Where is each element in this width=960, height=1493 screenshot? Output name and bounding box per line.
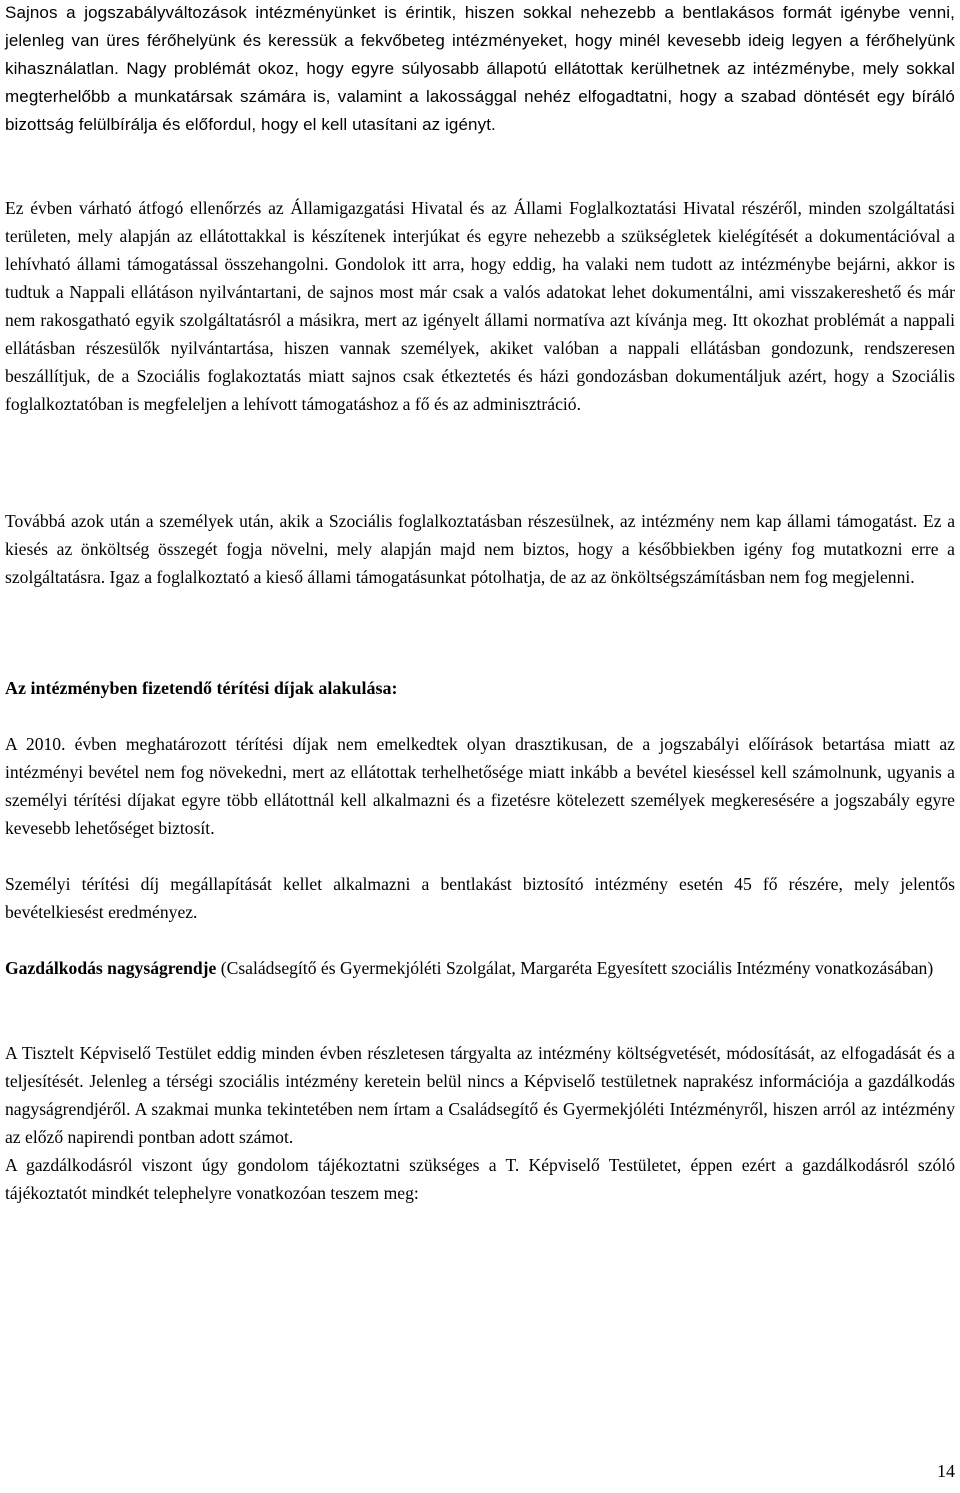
paragraph-management-scale — [5, 954, 955, 982]
paragraph-state-support: Továbbá azok után a személyek után, akik a Szociális foglalkoztatásban részesülnek, az intézmény nem kap állami támogatást. Ez a kiesés az önköltség összegét fogja növelni, mely alapján majd nem biztos, hogy a későbbiekben igény fog mutatkozni erre a szolgáltatásra. Igaz a foglalkoztató a kieső állami támogatásunkat pótolhatja, de az az önköltségszámításban nem fog megjelenni. — [5, 511, 955, 587]
paragraph-inspection: Ez évben várható átfogó ellenőrzés az Államigazgatási Hivatal és az Állami Foglalkoztatási Hivatal részéről, minden szolgáltatási területen, mely alapján az ellátottakkal is készítenek interjúkat és egyre nehezebb a szükségletek kielégítését a dokumentációval a lehívható állami támogatással összehangolni. Gondolok itt arra, hogy eddig, ha valaki nem tudott az intézménybe bejárni, akkor is tudtuk a Nappali ellátáson nyilvántartani, de sajnos most már csak a valós adatokat lehet dokumentálni, ami visszakereshető és már nem rakosgatható egyik szolgáltatásról a másikra, mert az igényelt állami normatíva azt kívánja meg. Itt okozhat problémát a nappali ellátásban részesülők nyilvántartása, hiszen vannak személyek, akiket valóban a nappali ellátásban gondozunk, rendszeresen beszállítjuk, de a Szociális foglakoztatás miatt sajnos csak étkeztetés és házi gondozásban dokumentáljuk azért, hogy a Szociális foglalkoztatóban is megfeleljen a lehívott támogatáshoz a fő és az adminisztráció. — [5, 198, 955, 414]
paragraph-council: A Tisztelt Képviselő Testület eddig minden évben részletesen tárgyalta az intézmény költségvetését, módosítását, az elfogadását és a teljesítését. Jelenleg a térségi szociális intézmény keretein belül nincs a Képviselő testületnek naprakész információja a gazdálkodás nagyságrendjéről. A szakmai munka tekintetében nem írtam a Családsegítő és Gyermekjóléti Intézményről, hiszen arról az intézmény az előző napirendi pontban adott számot. — [5, 1043, 955, 1147]
page-number: 14 — [937, 1461, 955, 1481]
management-scale-detail: (Családsegítő és Gyermekjóléti Szolgálat, Margaréta Egyesített szociális Intézmény vonatkozásában) — [216, 958, 934, 978]
paragraph-intro: Sajnos a jogszabályváltozások intézményünket is érintik, hiszen sokkal nehezebb a bentlakásos formát igénybe venni, jelenleg van üres férőhelyünk és keressük a fekvőbeteg intézményeket, hogy minél kevesebb ideig legyen a férőhelyünk kihasználatlan. Nagy problémát okoz, hogy egyre súlyosabb állapotú ellátottak kerülhetnek az intézménybe, mely sokkal megterhelőbb a munkatársak számára is, valamint a lakossággal nehéz elfogadtatni, hogy a szabad döntését egy bíráló bizottság felülbírálja és előfordul, hogy el kell utasítani az igényt. — [5, 3, 955, 134]
paragraph-report-intro: A gazdálkodásról viszont úgy gondolom tájékoztatni szükséges a T. Képviselő Testületet, éppen ezért a gazdálkodásról szóló tájékoztatót mindkét telephelyre vonatkozóan teszem meg: — [5, 1155, 955, 1203]
section-heading-fees: Az intézményben fizetendő térítési díjak alakulása: — [5, 678, 398, 698]
paragraph-personal-fee: Személyi térítési díj megállapítását kellet alkalmazni a bentlakást biztosító intézmény esetén 45 fő részére, mely jelentős bevételkiesést eredményez. — [5, 874, 955, 922]
paragraph-fees-2010: A 2010. évben meghatározott térítési díjak nem emelkedtek olyan drasztikusan, de a jogszabályi előírások betartása miatt az intézményi bevétel nem fog növekedni, mert az ellátottak terhelhetősége miatt inkább a bevétel kieséssel kell számolnunk, ugyanis a személyi térítési díjakat egyre több ellátottnál kell alkalmazni és a fizetésre kötelezett személyek megkeresésére a jogszabály egyre kevesebb lehetőséget biztosít. — [5, 734, 955, 838]
management-scale-heading: Gazdálkodás nagyságrendje — [5, 958, 217, 978]
